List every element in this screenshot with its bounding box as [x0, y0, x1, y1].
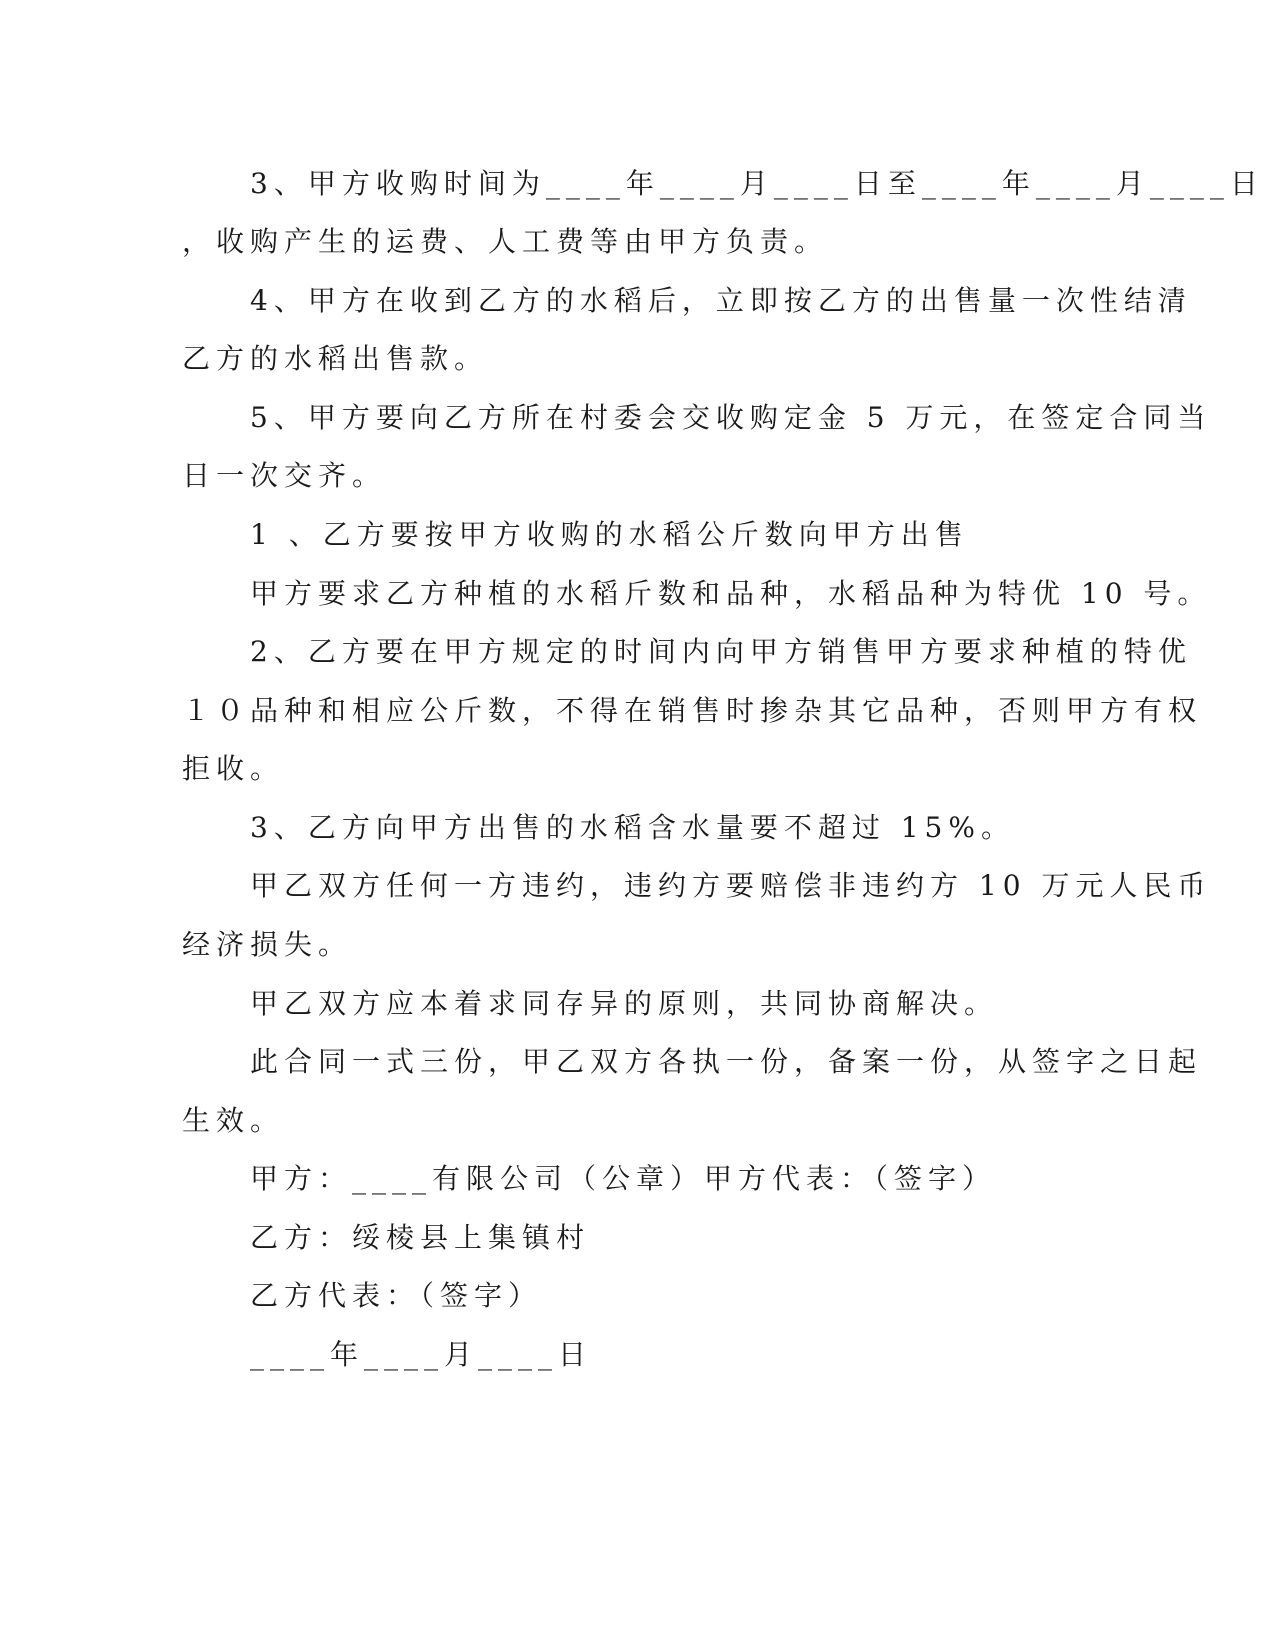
clause-4-line-1: 4、甲方在收到乙方的水稻后，立即按乙方的出售量一次性结清: [250, 284, 1192, 317]
signing-date: ____年____月____日: [250, 1338, 593, 1371]
party-b-clause-2-line-1: 2、乙方要在甲方规定的时间内向甲方销售甲方要求种植的特优: [250, 635, 1192, 668]
party-b-representative: 乙方代表：（签字）: [250, 1279, 543, 1312]
party-a-signature: 甲方：____有限公司（公章）甲方代表：（签字）: [250, 1162, 997, 1195]
party-b-name: 乙方：绥棱县上集镇村: [250, 1221, 591, 1254]
breach-line-1: 甲乙双方任何一方违约，违约方要赔偿非违约方 10 万元人民币: [250, 869, 1212, 902]
copies-line-2: 生效。: [182, 1104, 285, 1137]
clause-3-line-2: ，收购产生的运费、人工费等由甲方负责。: [182, 225, 829, 258]
party-b-clause-2-line-2: １０品种和相应公斤数，不得在销售时掺杂其它品种，否则甲方有权: [182, 694, 1203, 727]
variety-requirement: 甲方要求乙方种植的水稻斤数和品种，水稻品种为特优 10 号。: [250, 577, 1212, 610]
clause-4-line-2: 乙方的水稻出售款。: [182, 342, 489, 375]
party-b-clause-3: 3、乙方向甲方出售的水稻含水量要不超过 15%。: [250, 811, 1015, 844]
party-b-clause-2-line-3: 拒收。: [182, 752, 285, 785]
breach-line-2: 经济损失。: [182, 928, 353, 961]
copies-line-1: 此合同一式三份，甲乙双方各执一份，备案一份，从签字之日起: [250, 1045, 1203, 1078]
party-b-clause-1: 1 、乙方要按甲方收购的水稻公斤数向甲方出售: [250, 518, 969, 551]
clause-5-line-2: 日一次交齐。: [182, 459, 387, 492]
clause-5-line-1: 5、甲方要向乙方所在村委会交收购定金 5 万元，在签定合同当: [250, 401, 1212, 434]
clause-3-line-1: 3、甲方收购时间为____年____月____日至____年____月____日: [250, 167, 1264, 200]
dispute-clause: 甲乙双方应本着求同存异的原则，共同协商解决。: [250, 987, 999, 1020]
